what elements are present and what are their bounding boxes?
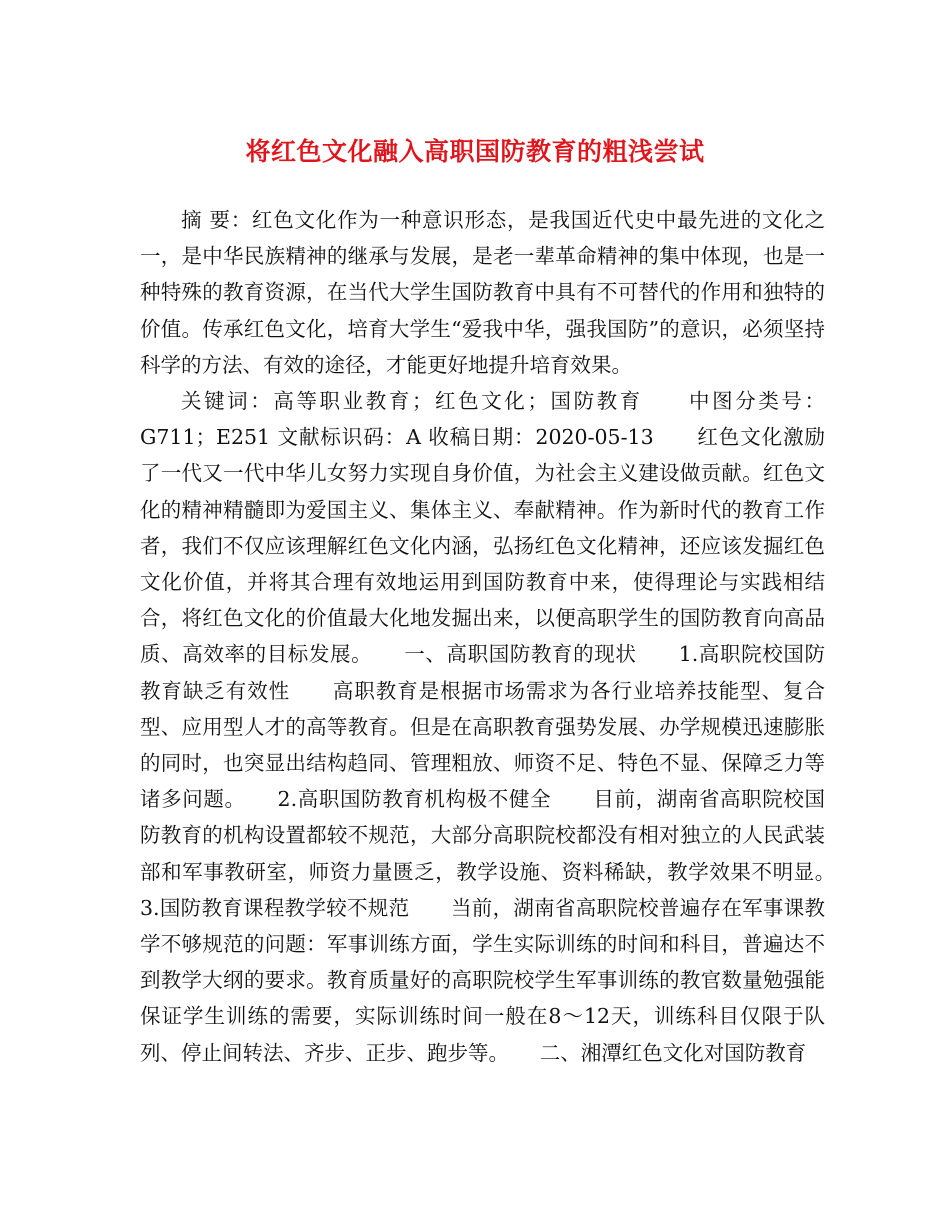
keywords-and-body-paragraph: 关键词：高等职业教育；红色文化；国防教育 中图分类号：G711；E251 文献标识码：A 收稿日期：2020-05-13 红色文化激励了一代又一代中华儿女努力实现自身价值，为社会主义建设做贡献。红色文化的精神精髓即为爱国主义、集体主义、奉献精神。作为新时代的教育工作者，我们不仅应该理解红色文化内涵，弘扬红色文化精神，还应该发掘红色文化价值，并将其合理有效地运用到国防教育中来，使得理论与实践相结合，将红色文化的价值最大化地发掘出来，以便高职学生的国防教育向高品质、高效率的目标发展。 一、高职国防教育的现状 1.高职院校国防教育缺乏有效性 高职教育是根据市场需求为各行业培养技能型、复合型、应用型人才的高等教育。但是在高职教育强势发展、办学规模迅速膨胀的同时，也突显出结构趋同、管理粗放、师资不足、特色不显、保障乏力等诸多问题。 2.高职国防教育机构极不健全 目前，湖南省高职院校国防教育的机构设置都较不规范，大部分高职院校都没有相对独立的人民武装部和军事教研室，师资力量匮乏，教学设施、资料稀缺，教学效果不明显。 3.国防教育课程教学较不规范 当前，湖南省高职院校普遍存在军事课教学不够规范的问题：军事训练方面，学生实际训练的时间和科目，普遍达不到教学大纲的要求。教育质量好的高职院校学生军事训练的教官数量勉强能保证学生训练的需要，实际训练时间一般在8～12天，训练科目仅限于队列、停止间转法、齐步、正步、跑步等。 二、湘潭红色文化对国防教育	[140, 389, 866, 1065]
document-body	[140, 202, 866, 1071]
abstract-paragraph: 摘 要：红色文化作为一种意识形态，是我国近代史中最先进的文化之一，是中华民族精神的继承与发展，是老一辈革命精神的集中体现，也是一种特殊的教育资源，在当代大学生国防教育中具有不可替代的作用和独特的价值。传承红色文化，培育大学生“爱我中华，强我国防”的意识，必须坚持科学的方法、有效的途径，才能更好地提升培育效果。	[140, 208, 825, 377]
document-title: 将红色文化融入高职国防教育的粗浅尝试	[245, 137, 705, 166]
